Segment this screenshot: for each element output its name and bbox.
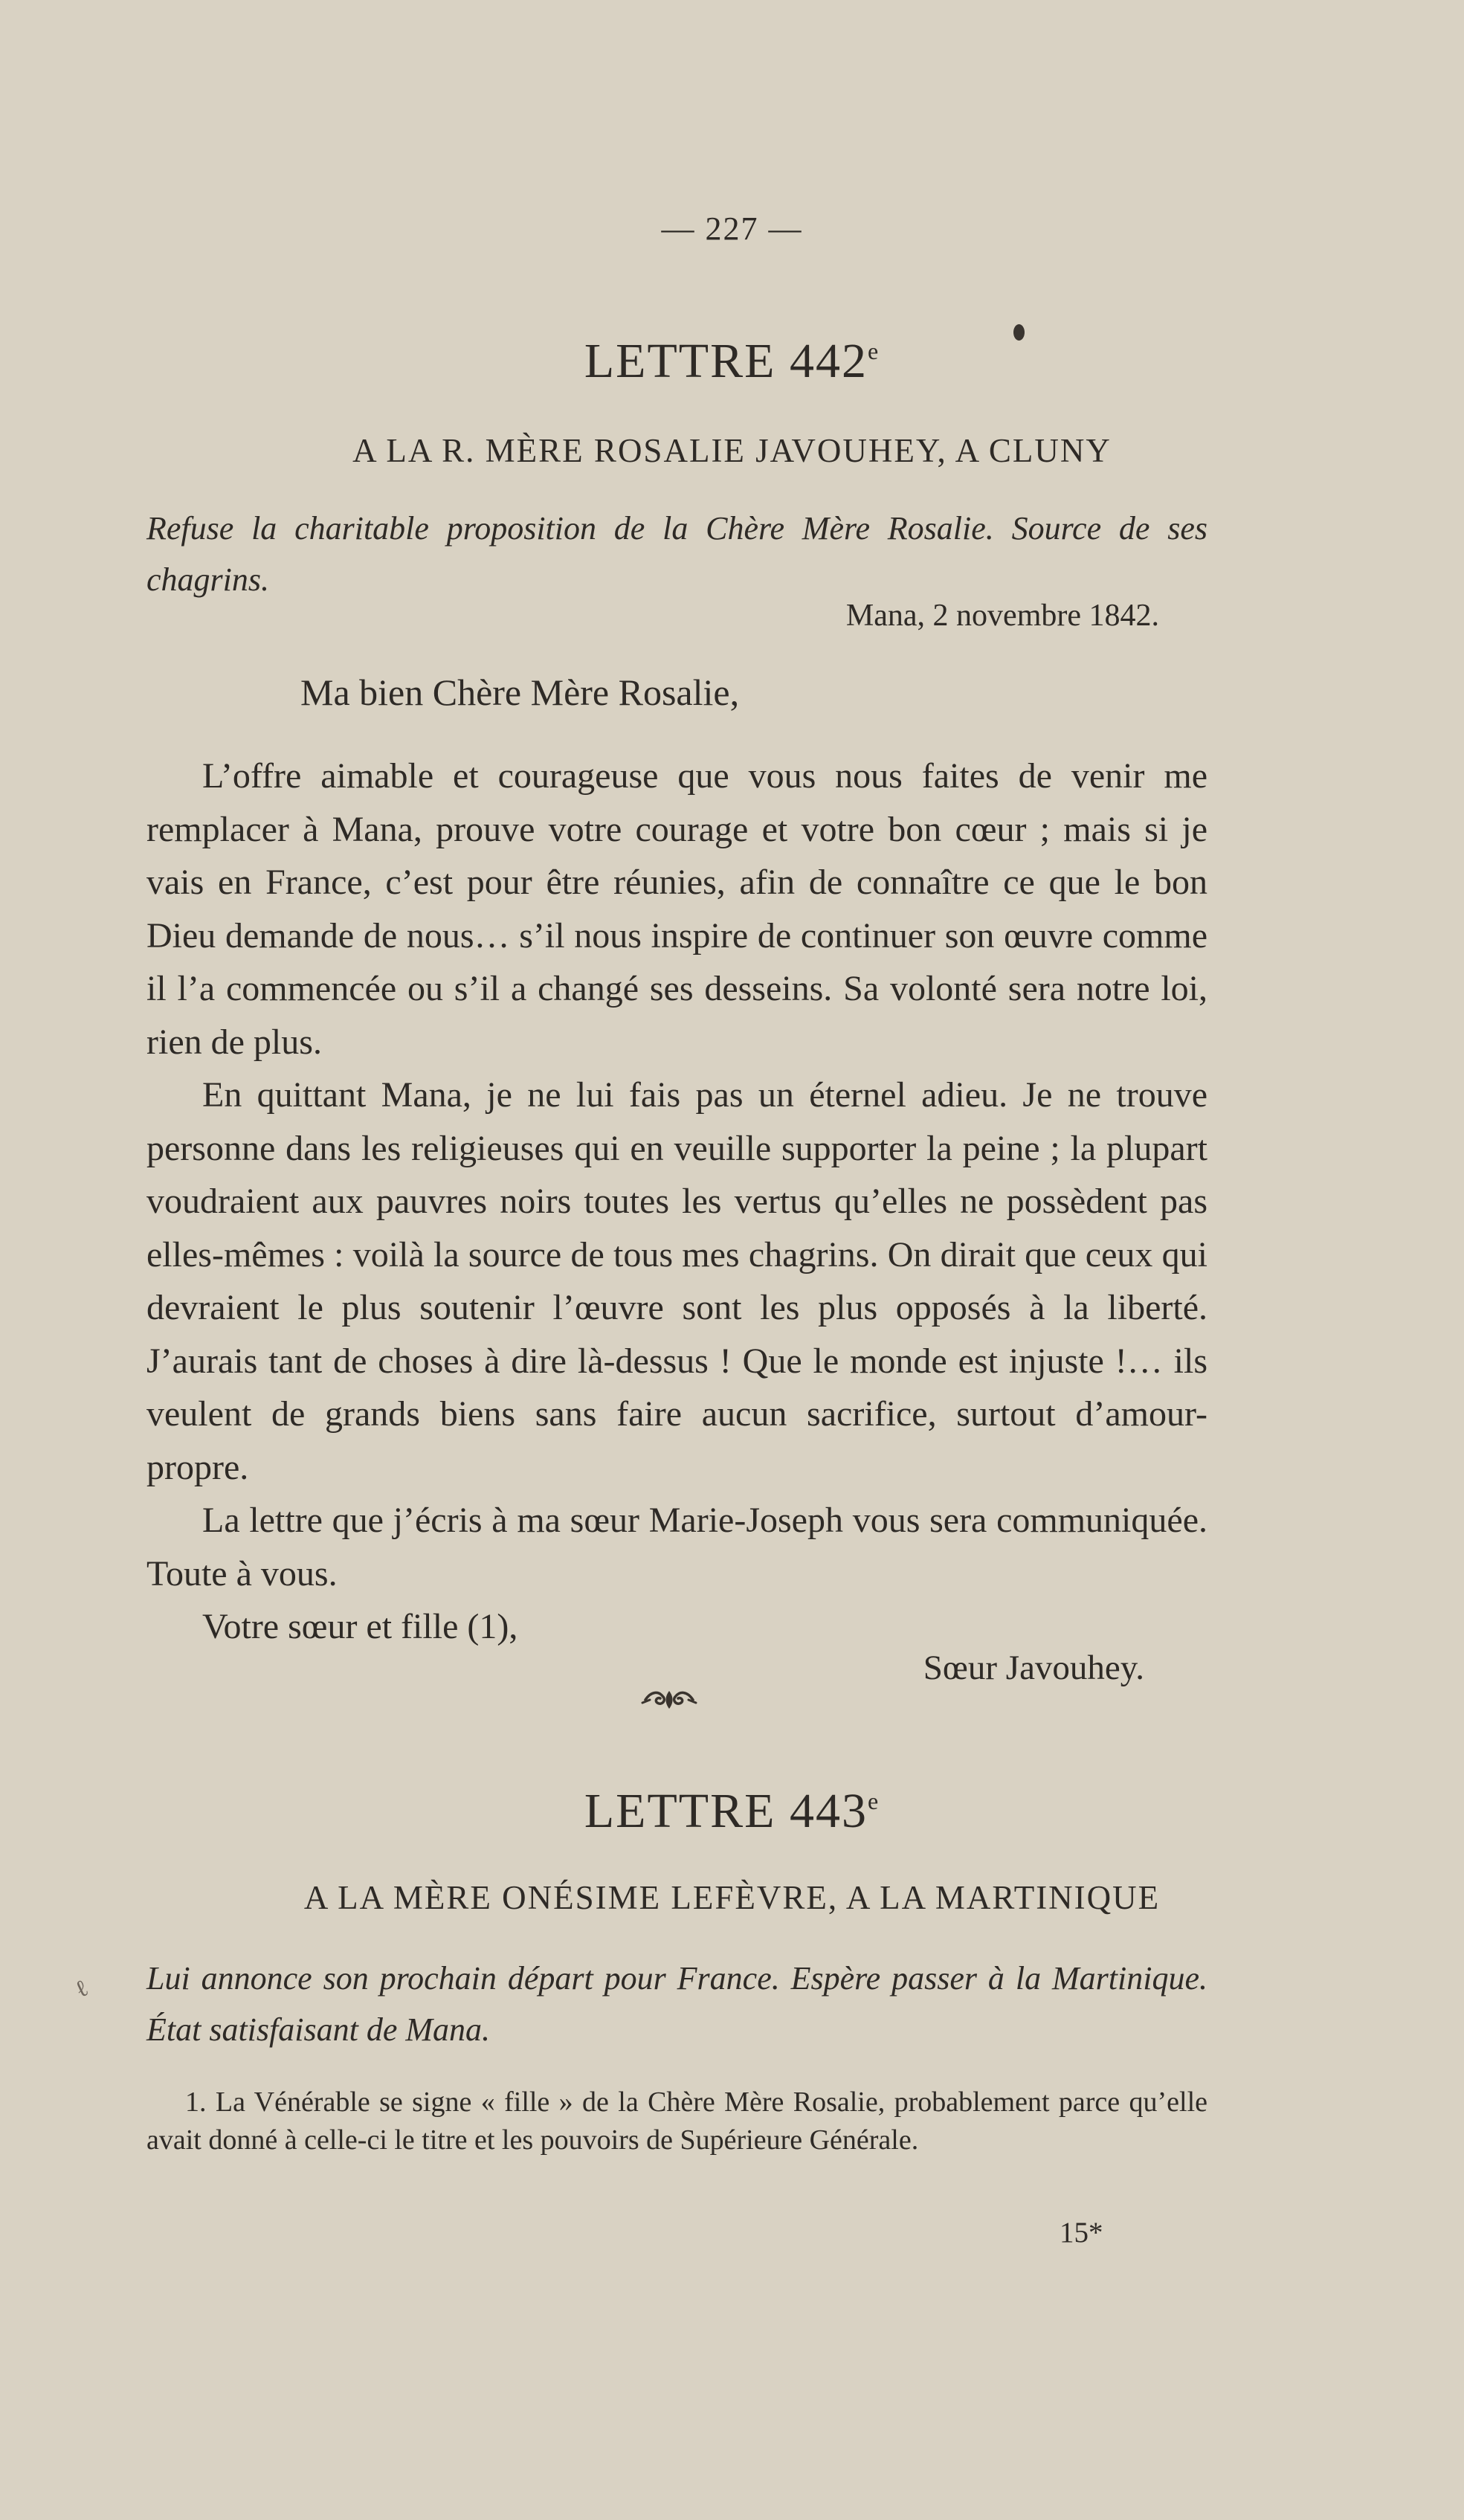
letter-dateline-442: Mana, 2 novembre 1842. bbox=[845, 599, 1159, 633]
letter-salutation-442: Ma bien Chère Mère Rosalie, bbox=[300, 671, 740, 713]
letter-body-442 bbox=[146, 750, 1207, 1654]
letter-title-text: LETTRE 442 bbox=[584, 334, 868, 388]
stray-pen-mark: ℓ bbox=[70, 1973, 93, 2003]
letter-title-superscript: e bbox=[867, 1788, 880, 1814]
letter-title-443 bbox=[0, 1783, 1464, 1840]
footnote: 1. La Vénérable se signe « fille » de la Chère Mère Rosalie, probablement parce qu’elle avait donné à celle-ci le titre et les pouvoirs de Supérieure Générale. bbox=[146, 2086, 1207, 2156]
letter-summary-442: Refuse la charitable proposition de la Chère Mère Rosalie. Source de ses chagrins. bbox=[146, 510, 1207, 598]
letter-summary-443: Lui annonce son prochain départ pour France. Espère passer à la Martinique. État satisfaisant de Mana. bbox=[146, 1960, 1207, 2048]
letter-addressee-443: A LA MÈRE ONÉSIME LEFÈVRE, A LA MARTINIQUE bbox=[303, 1879, 1161, 1916]
letter-title-442 bbox=[0, 333, 1464, 390]
page-number: — 227 — bbox=[661, 210, 803, 247]
letter-signature-442: Sœur Javouhey. bbox=[923, 1649, 1144, 1687]
letter-paragraph: En quittant Mana, je ne lui fais pas un éternel adieu. Je ne trouve personne dans les religieuses qui en veuille supporter la peine ; la plupart voudraient aux pauvres noirs toutes les vertus qu’elles ne possèdent pas elles-mêmes : voilà la source de tous mes chagrins. On dirait que ceux qui devraient le plus soutenir l’œuvre sont les plus opposés à la liberté. J’aurais tant de choses à dire là-dessus ! Que le monde est injuste !… ils veulent de grands biens sans faire aucun sacrifice, surtout d’amour-propre. bbox=[146, 1075, 1207, 1487]
fleuron-ornament-icon bbox=[639, 1686, 699, 1713]
letter-title-text: LETTRE 443 bbox=[584, 1784, 868, 1838]
letter-closing: Votre sœur et fille (1), bbox=[202, 1607, 518, 1646]
letter-title-superscript: e bbox=[867, 338, 880, 364]
printer-signature-mark: 15* bbox=[1060, 2217, 1103, 2249]
letter-addressee-442: A LA R. MÈRE ROSALIE JAVOUHEY, A CLUNY bbox=[352, 432, 1112, 469]
letter-paragraph: L’offre aimable et courageuse que vous nous faites de venir me remplacer à Mana, prouve votre courage et votre bon cœur ; mais si je vais en France, c’est pour être réunies, afin de connaître ce que le bon Dieu demande de nous… s’il nous inspire de continuer son œuvre comme il l’a commencée ou s’il a changé ses desseins. Sa volonté sera notre loi, rien de plus. bbox=[146, 756, 1207, 1062]
letter-paragraph: La lettre que j’écris à ma sœur Marie-Joseph vous sera communiquée. Toute à vous. bbox=[146, 1501, 1207, 1593]
